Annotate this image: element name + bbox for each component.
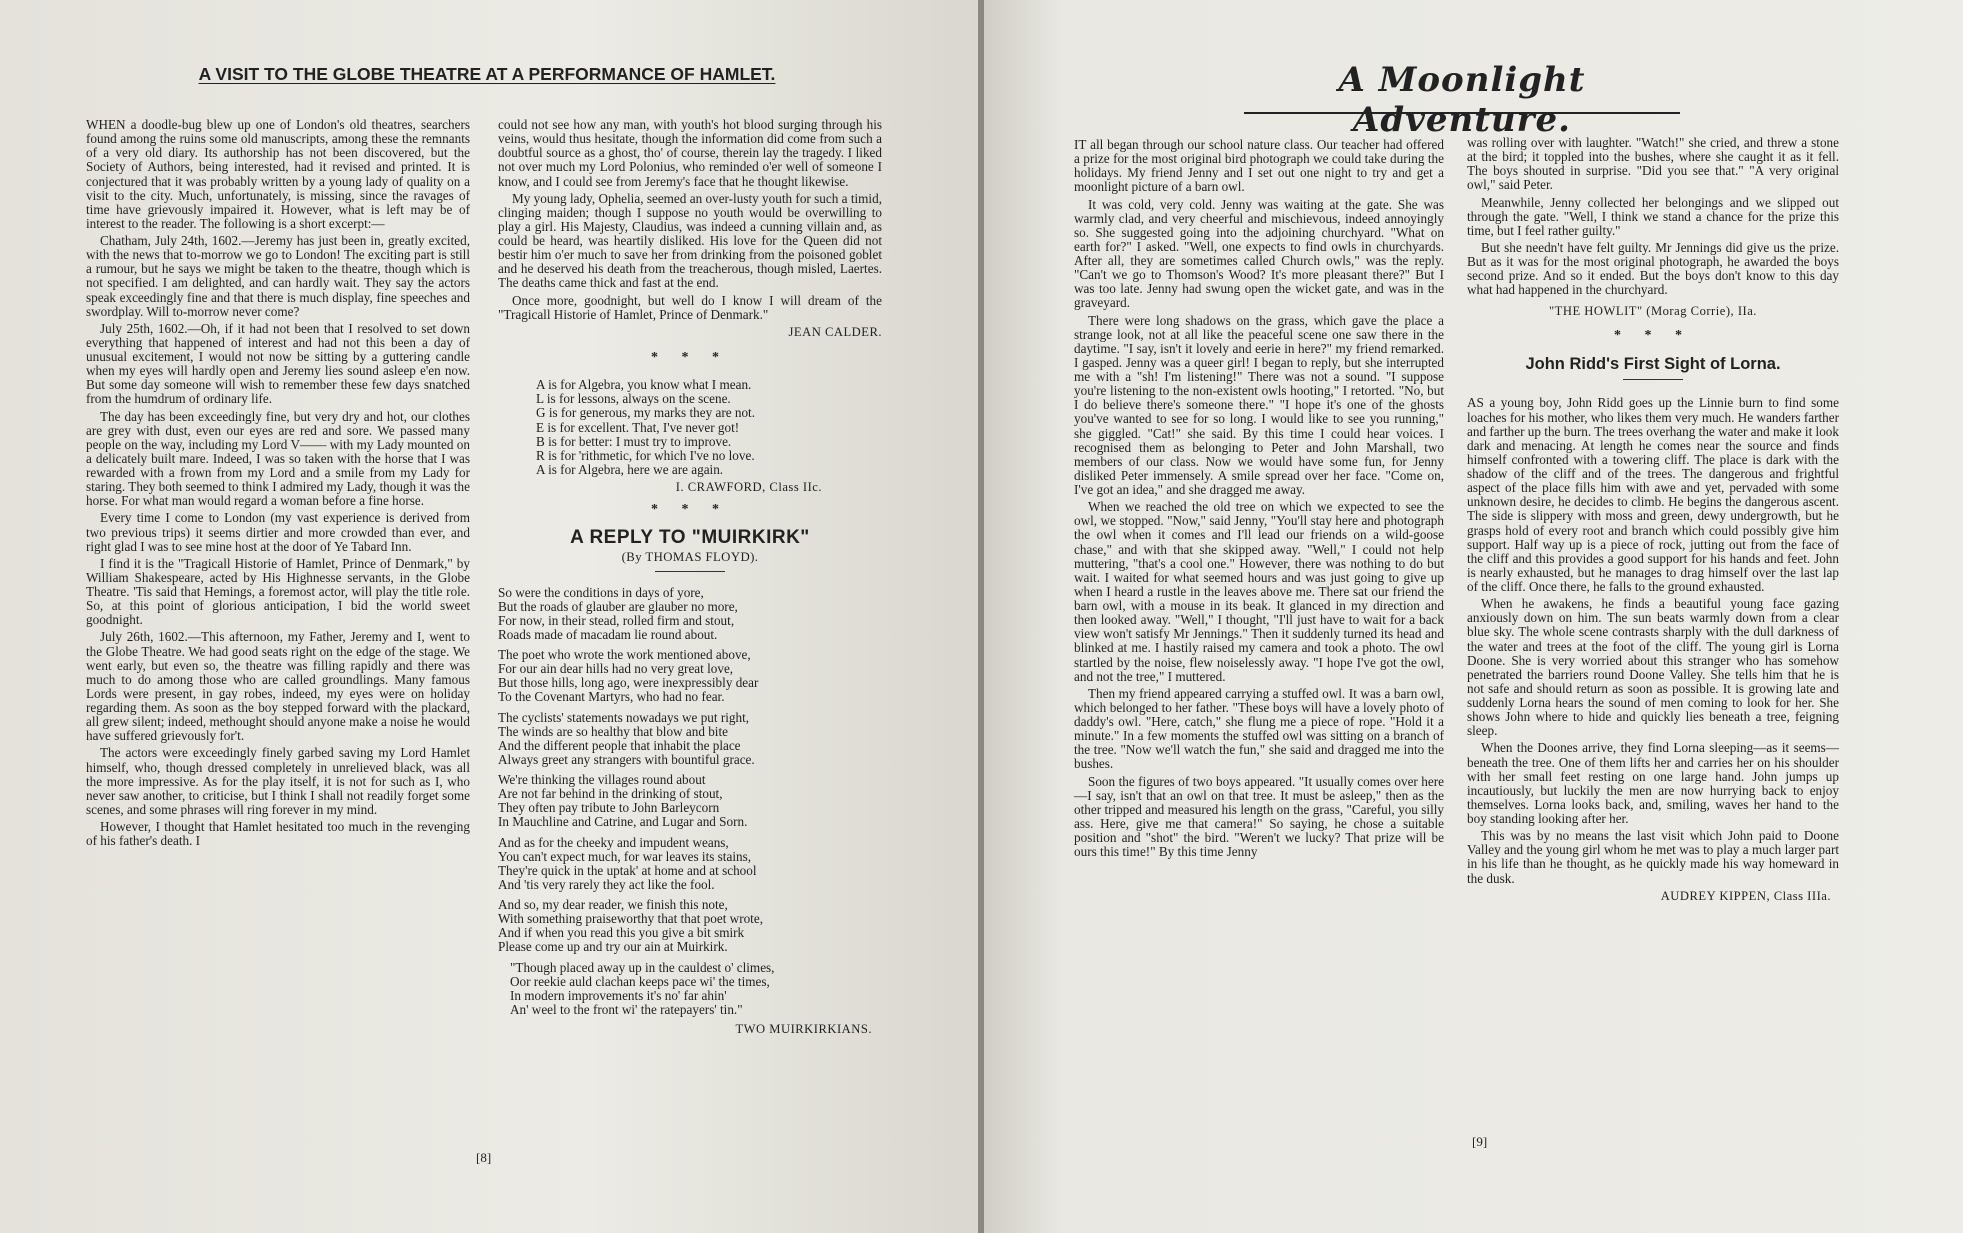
left-page [0,0,980,1233]
globe-headline: A VISIT TO THE GLOBE THEATRE AT A PERFORMANCE OF HAMLET. [198,64,776,84]
reply-byline: (By THOMAS FLOYD). [621,549,759,564]
moonlight-headline: A Moonlight Adventure. [1338,60,1586,140]
poem-line: Oor reekie auld clachan keeps pace wi' the times, [510,973,770,989]
poem-line: Roads made of macadam lie round about. [498,626,718,642]
poem-line: Always greet any strangers with bountiful grace. [498,751,755,767]
section-divider-stars: * * * [651,501,729,517]
globe-paragraph: The day has been exceedingly fine, but very dry and hot, our clothes are grey with dust, even our eyes are red and sore. We passed many people on the way, including my Lord V—— with my Lady mounted on a delicately built mare. Indeed, I was so taken with the horse that I was rewarded with a frown from my Lord and a smile from my Lady for staring. They both seemed to think I admired my Lady, though it was the horse. For what man would regard a woman before a fine horse. [86,408,470,509]
poem-line: With something praiseworthy that that poet wrote, [498,911,763,927]
poem-line: In Mauchline and Catrine, and Lugar and Sorn. [498,814,748,830]
poem-line: A is for Algebra, you know what I mean. [536,377,752,393]
globe-paragraph: July 25th, 1602.—Oh, if it had not been that I resolved to set down everything that happened of interest and had not this been a day of unusual excitement, I would not now be sitting by a guttering candle when my eyes will hardly open and Jeremy lies sound asleep e'en now. But some day someone will wish to remember these few days snatched from the humdrum of ordinary life. [86,320,470,407]
poem-line: A is for Algebra, here we are again. [536,461,724,477]
algebra-signature: I. CRAWFORD, Class IIc. [675,480,822,495]
title-rule [1623,379,1683,380]
stanza [498,586,882,643]
headline-underline [1244,112,1680,114]
poem-line: But the roads of glauber are glauber no more, [498,598,738,614]
ridd-paragraph: When he awakens, he finds a beautiful young face gazing anxiously down on him. The sun beats warmly down from a clear blue sky. The whole scene contrasts sharply with the dull darkness of the water and trees at the foot of the cliff. The young girl is Lorna Doone. She is very worried about this stranger who has somehow penetrated the barriers round Doone Valley. She tells him that he is not safe and should return as soon as possible. It is growing late and suddenly Lorna hears the sound of men coming to look for her. She shows John where to hide and quickly lies beneath a tree, feigning sleep. [1467,596,1839,739]
moonlight-paragraph: There were long shadows on the grass, which gave the place a strange look, not at all like the peaceful scene one saw there in the daytime. "I say, isn't it lovely and eerie in here?" my friend remarked. I gasped. Jenny was a queer girl! I began to reply, but she interrupted me with a "sh! I'm listening!" There was not a sound. "I suppose you're listening to the non-existent owls hooting," I retorted. "No, but I do believe there's someone there." "I hope it's one of the ghosts you've wanted to see for so long. I would like to see you running," she giggled. "Cat!" she said. By this time I could hear voices. I recognised them as belonging to Peter and John Marshall, two members of our class. Now we would have some fun, for Jenny disliked Peter immensely. A smile spread over her face. "Come on, I've got an idea," and she dragged me away. [1074,312,1444,497]
page-number: [8] [476,1150,492,1165]
poem-line: Are not far behind in the drinking of stout, [498,786,723,802]
poem-line: G is for generous, my marks they are not. [536,405,756,421]
poem-line: And so, my dear reader, we finish this note, [498,897,728,913]
ridd-title: John Ridd's First Sight of Lorna. [1525,354,1781,373]
globe-column-2 [498,118,882,1036]
ridd-signature: AUDREY KIPPEN, Class IIIa. [1660,888,1831,903]
globe-paragraph: Chatham, July 24th, 1602.—Jeremy has just been in, greatly excited, with the news that to-morrow we go to London! The exciting part is still a rumour, but he says we might be taken to the theatre, though which is not specified. I am delighted, and can hardly wait. They say the actors speak exceedingly fine and that there is much display, fine speeches and swordplay. Will to-morrow never come? [86,233,470,319]
poem-line: To the Covenant Martyrs, who had no fear. [498,689,725,705]
reply-poem [498,586,882,1018]
moonlight-paragraph: was rolling over with laughter. "Watch!" she cried, and threw a stone at the bird; it toppled into the bushes, where she caught it as it fell. The boys shouted in surprise. "Did you see that." "A very original owl," said Peter. [1467,135,1839,193]
section-divider-stars: * * * [1614,327,1692,343]
stanza [498,961,882,1018]
poem-line: You can't expect much, for war leaves its stains, [498,848,752,864]
poem-line: The cyclists' statements nowadays we put right, [498,709,750,725]
poem-line: R is for 'rithmetic, for which I've no love. [536,447,755,463]
globe-paragraph: July 26th, 1602.—This afternoon, my Father, Jeremy and I, went to the Globe Theatre. We had good seats right on the edge of the stage. We went early, but even so, the theatre was filling rapidly and there was much to do among those who are called groundlings. Many famous Lords were present, in gay robes, indeed, my eyes were on holiday regarding them. As soon as the boy stepped forward with the plackard, all grew silent; indeed, methought should anyone make a noise he would have suffered grievously for't. [86,629,470,744]
poem-line: The poet who wrote the work mentioned above, [498,647,751,663]
poem-line: An' weel to the front wi' the ratepayers' tin." [510,1001,743,1017]
poem-line: Please come up and try our ain at Muirkirk. [498,939,728,955]
moonlight-paragraph: When we reached the old tree on which we expected to see the owl, we stopped. "Now," said Jenny, "You'll stay here and photograph the owl when it comes and I'll lead our friends on a wild-goose chase," and with that she skipped away. "Well," I could not help muttering, "that's a cool one." However, there was nothing to do but wait. I waited for what seemed hours and was just going to give up when I heard a rustle in the leaves above me. There sat our friend the barn owl, with a mouse in its beak. It glanced in my direction and then looked away. "Well," I thought, "I'll just have to wait for a back view won't satisfy Mr Jennings." Then it suddenly turned its head and blinked at me. I hastily raised my camera and took a photo. The owl startled by the noise, flew noiselessly away. "I hope I've got the owl, and not the tree," I muttered. [1074,499,1444,684]
globe-paragraph: WHEN a doodle-bug blew up one of London's old theatres, searchers found among the ruins some old manuscripts, among these the remnants of a very old diary. Its authorship has not been discovered, but the Society of Authors, being interested, had it revised and printed. It is conjectured that it was probably written by a young lady of quality on a visit to the city. Much, unfortunately, is missing, since the ravages of time have grievously impaired it. However, what is left may be of interest to the reader. The following is a short excerpt:— [86,117,470,231]
stanza [498,898,882,955]
poem-line: And if when you read this you give a bit smirk [498,925,745,941]
poem-line: And as for the cheeky and impudent weans, [498,834,729,850]
moonlight-paragraph: Soon the figures of two boys appeared. "It usually comes over here—I say, isn't that an owl on that tree. It must be asleep," then as the other tripped and measured his length on the grass, "Careful, you silly ass. Here, give me that camera!" So saying, he chose a suitable position and "shot" the bird. "Weren't we lucky? That prize will be ours this time!" By this time Jenny [1074,773,1444,860]
stanza [498,773,882,830]
globe-paragraph: Once more, goodnight, but well do I know I will dream of the "Tragicall Historie of Hamlet, Prince of Denmark." [498,292,882,322]
stanza [498,836,882,893]
moonlight-column-1 [1074,138,1444,862]
reply-title: A REPLY TO "MUIRKIRK" [570,526,810,548]
globe-paragraph: My young lady, Ophelia, seemed an over-lusty youth for such a timid, clinging maiden; though I suppose no youth would be overwilling to play a girl. His Majesty, Claudius, was indeed a cunning villain and, as could be heard, was heartily disliked. His love for the Queen did not bestir him o'er much to save her from drinking from the poisoned goblet and he deserved his death from the treacherous, though misled, Laertes. The deaths came thick and fast at the end. [498,190,882,291]
poem-line: L is for lessons, always on the scene. [536,391,731,407]
ridd-paragraph: This was by no means the last visit which John paid to Doone Valley and the young girl whom he met was to play a much larger part in his life than he thought, as he quickly made his way homeward in the dusk. [1467,828,1839,886]
poem-line: For our ain dear hills had no very great love, [498,661,734,677]
moonlight-paragraph: Meanwhile, Jenny collected her belongings and we slipped out through the gate. "Well, I think we stand a chance for the prize this time, but I feel rather guilty." [1467,194,1839,238]
algebra-poem [498,378,882,477]
globe-paragraph: could not see how any man, with youth's hot blood surging through his veins, would thus hesitate, though the information did come from such a doubtful source as a ghost, tho' of course, therein lay the tragedy. I liked not over much my Lord Polonius, who reminded o'er well of someone I know, and I could see from Jeremy's face that he thought likewise. [498,117,882,189]
ridd-paragraph: AS a young boy, John Ridd goes up the Linnie burn to find some loaches for his mother, who likes them very much. He wanders farther and farther up the burn. The trees overhang the water and make it look dark and menacing. At length he comes near the source and finds himself confronted with a towering cliff. The place is dark with the shadow of the cliff and of the trees. The dangerous and frightful aspect of the place fills him with awe and yet, pervaded with some unknown desire, he decides to climb. He begins the dangerous ascent. The side is slippery with moss and green, dewy undergrowth, but he grasps hold of every root and branch which could possibly give him support. Half way up is a piece of rock, jutting out from the face of the cliff and this provides a good support for his hands and feet. John is nearly exhausted, but he manages to drag himself over the last lap of the cliff. Once there, he falls to the ground exhausted. [1467,395,1839,595]
poem-line: B is for better: I must try to improve. [536,433,732,449]
poem-line: We're thinking the villages round about [498,772,706,788]
poem-line: The winds are so healthy that blow and bite [498,723,728,739]
globe-paragraph: The actors were exceedingly finely garbed saving my Lord Hamlet himself, who, though dressed completely in unrelieved black, was all the more impressive. As for the play itself, it is not for such as I, who never saw another, to criticise, but I think I shall not readily forget some scenes, and some phrases will ring forever in my mind. [86,745,470,817]
section-divider-stars: * * * [651,350,729,366]
poem-line: So were the conditions in days of yore, [498,584,704,600]
stanza [498,711,882,768]
moonlight-signature: "THE HOWLIT" (Morag Corrie), IIa. [1549,304,1757,319]
globe-paragraph: Every time I come to London (my vast experience is derived from two previous trips) it seems dirtier and more crowded than ever, and right glad I was to see mine host at the door of Ye Tabard Inn. [86,510,470,554]
poem-line: They're quick in the uptak' at home and at school [498,862,757,878]
globe-paragraph: I find it is the "Tragicall Historie of Hamlet, Prince of Denmark," by William Shakespeare, acted by His Highnesse servants, in the Globe Theatre. 'Tis said that Hemings, a foremost actor, will play the title role. So, at this point of glorious anticipation, I bid the world sweet goodnight. [86,555,470,628]
globe-column-1 [86,118,470,1128]
moonlight-paragraph: Then my friend appeared carrying a stuffed owl. It was a barn owl, which belonged to her father. "These boys will have a lovely photo of daddy's owl. "Here, catch," she flung me a piece of rope. "Hold it a minute." In a few moments the stuffed owl was sitting on a branch of the tree. "Now we'll watch the fun," she said and dragged me into the bushes. [1074,685,1444,772]
right-page [984,0,1963,1233]
poem-line: For now, in their stead, rolled firm and stout, [498,612,735,628]
globe-signature: JEAN CALDER. [788,324,882,339]
poem-line: "Though placed away up in the cauldest o' climes, [510,959,775,975]
page-number: [9] [1472,1134,1488,1149]
title-rule [655,571,725,572]
ridd-paragraph: When the Doones arrive, they find Lorna sleeping—as it seems—beneath the tree. One of them lifts her and carries her on his shoulder with her small feet resting on one large hand. John jumps up incautiously, but luckily the men are now hurrying back to enjoy themselves. Lorna looks back, and, smiling, waves her hand to the boy standing looking after her. [1467,740,1839,827]
reply-signature: TWO MUIRKIRKIANS. [735,1022,872,1037]
poem-line: They often pay tribute to John Barleycorn [498,800,720,816]
poem-line: In modern improvements it's no' far ahin' [510,987,727,1003]
moonlight-paragraph: But she needn't have felt guilty. Mr Jennings did give us the prize. But as it was for the most original photograph, he awarded the boys second prize. And so it ended. But the boys don't know to this day what had happened in the churchyard. [1467,239,1839,298]
poem-line: And the different people that inhabit the place [498,737,741,753]
poem-line: And 'tis very rarely they act like the fool. [498,876,715,892]
moonlight-paragraph: IT all began through our school nature class. Our teacher had offered a prize for the most original bird photograph we could take during the holidays. My friend Jenny and I set out one night to try and get a moonlight picture of a barn owl. [1074,137,1444,195]
globe-paragraph: However, I thought that Hamlet hesitated too much in the revenging of his father's death. I [86,819,470,849]
poem-line: But those hills, long ago, were inexpressibly dear [498,675,759,691]
moonlight-column-2 [1467,136,1839,903]
stanza [498,648,882,705]
poem-line: E is for excellent. That, I've never got! [536,419,740,435]
moonlight-paragraph: It was cold, very cold. Jenny was waiting at the gate. She was warmly clad, and very cheerful and mischievous, indeed annoyingly so. She suggested going into the adjoining churchyard. "What on earth for?" I asked. "Well, one expects to find owls in churchyards. After all, they are sometimes called Church owls," was the reply. "Can't we go to Thomson's Wood? It's more pleasant there?" But I was too late. Jenny had swung open the wicket gate, and was in the graveyard. [1074,196,1444,311]
